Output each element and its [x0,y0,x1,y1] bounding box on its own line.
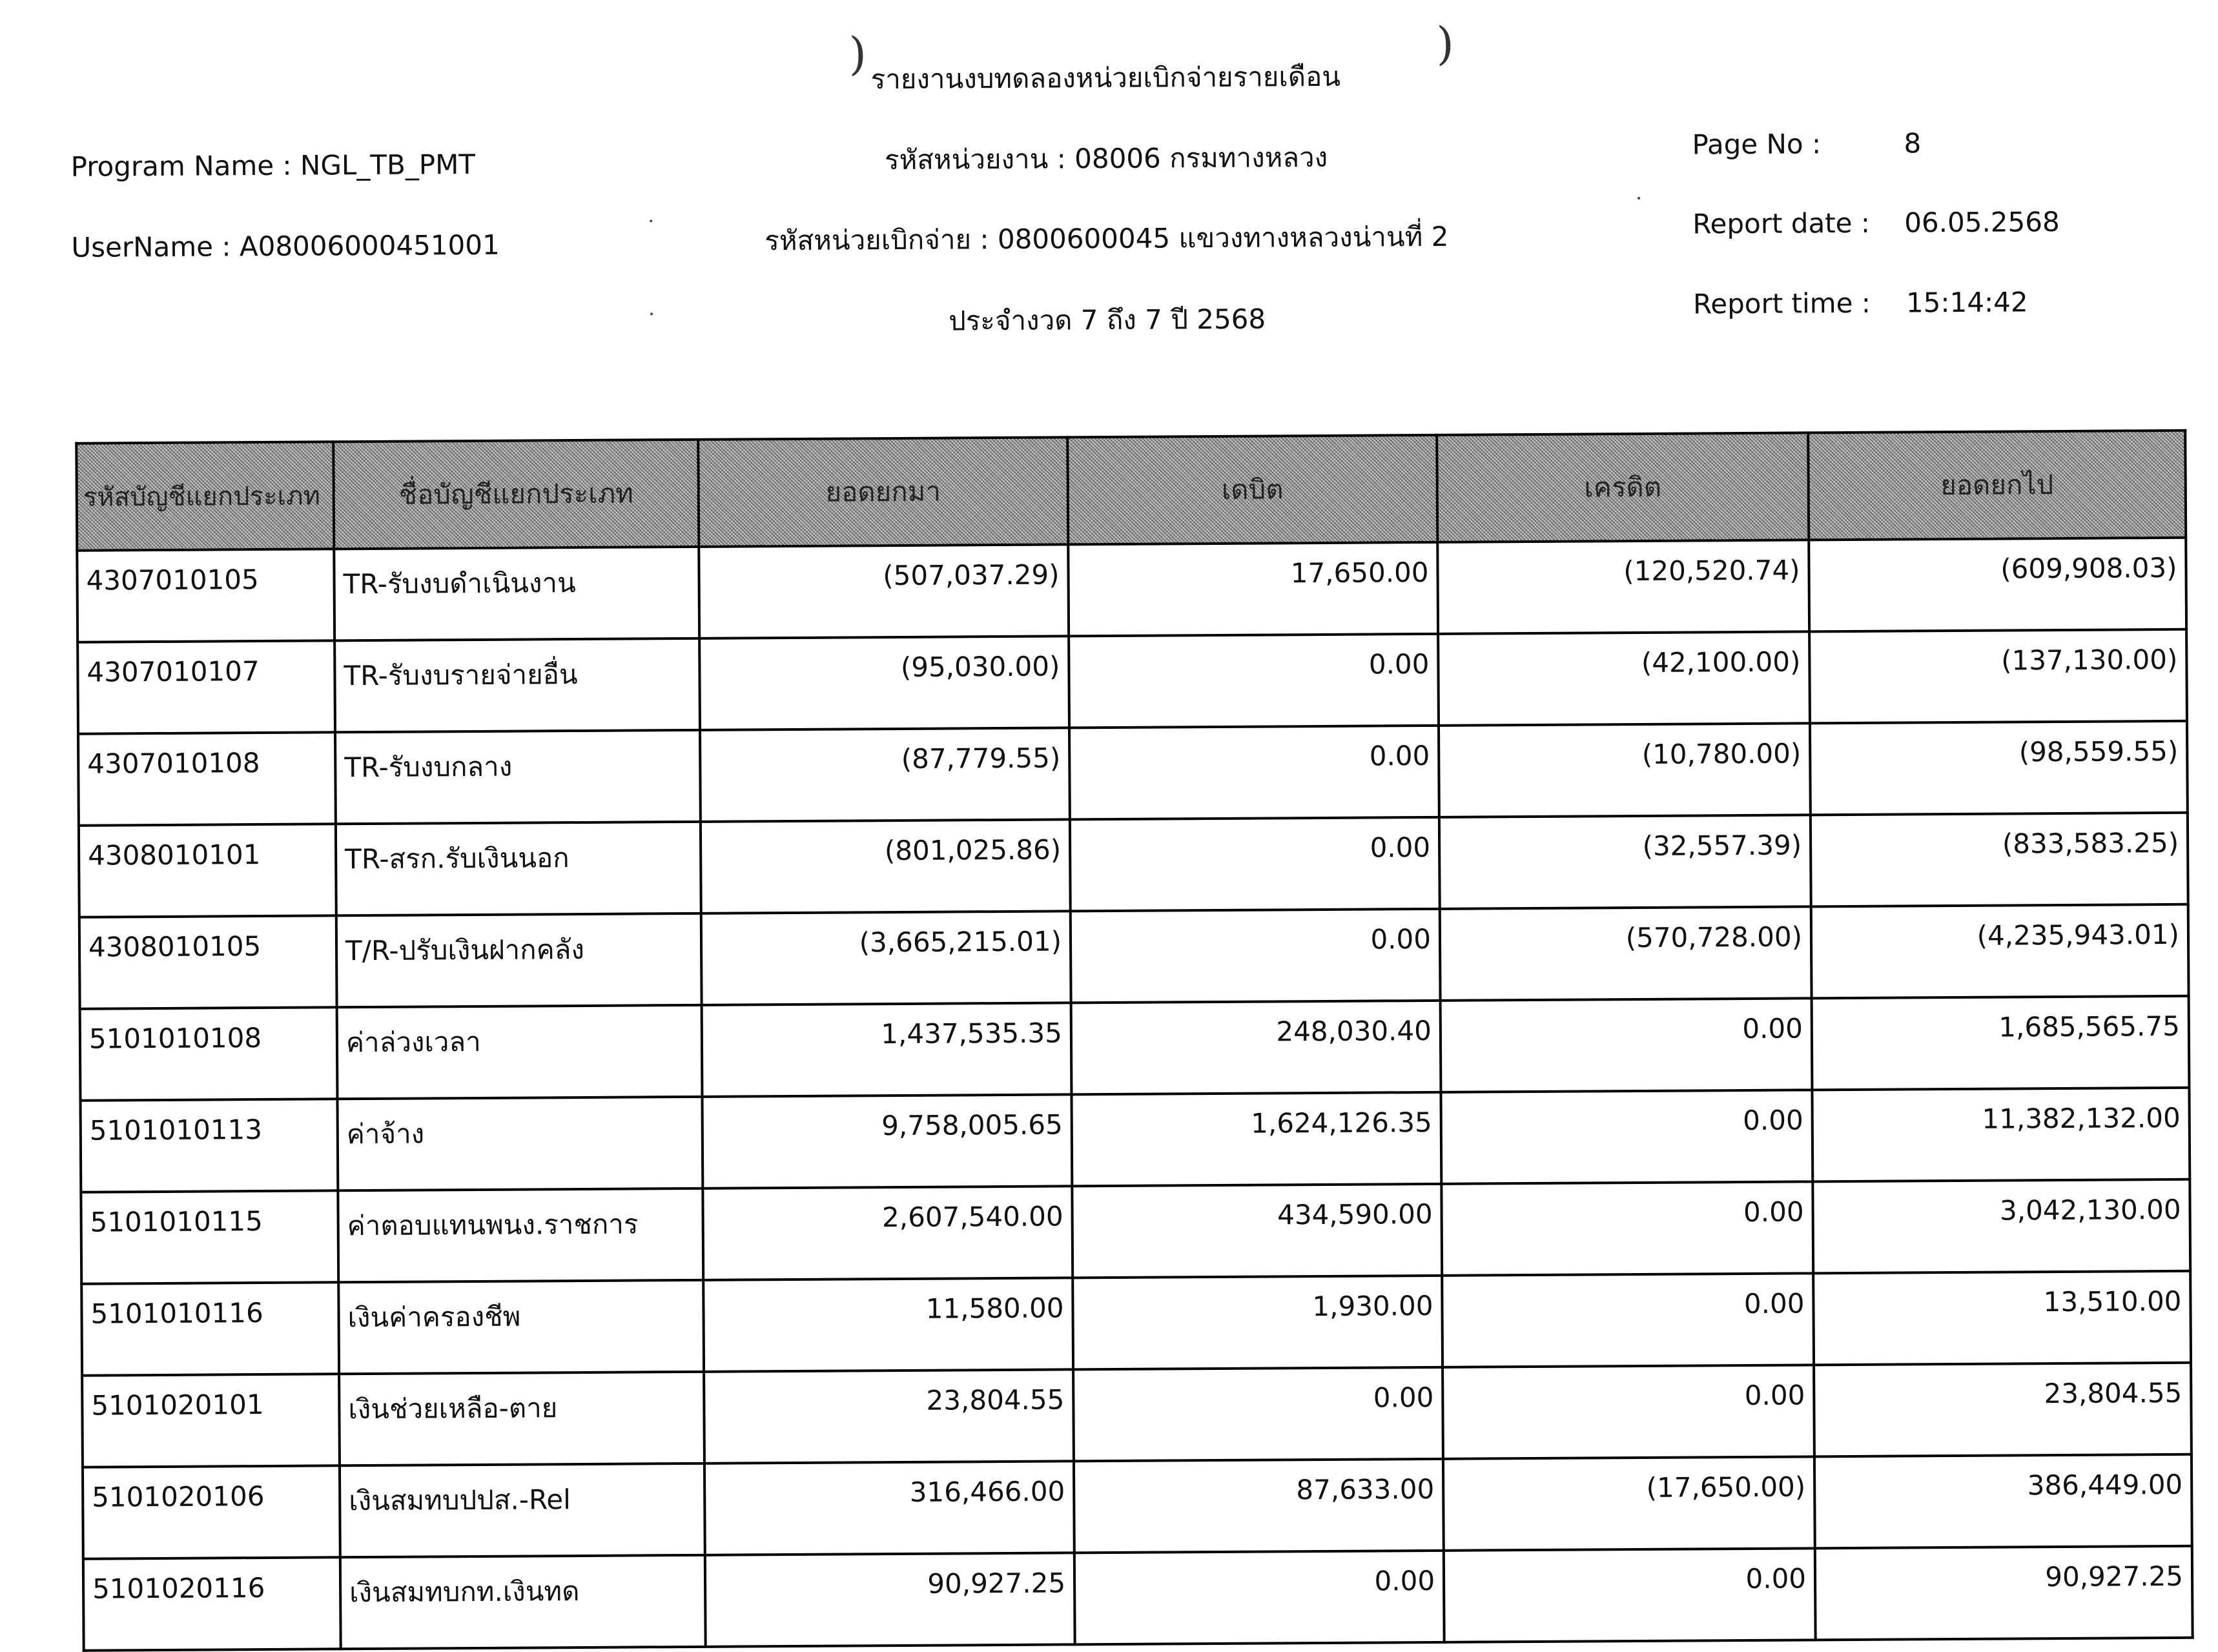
col-header-brought-forward: ยอดยกมา [698,437,1068,546]
table-body [77,538,2192,1651]
table-row [77,629,2187,734]
brought-forward-cell: 9,758,005.65 [702,1094,1072,1188]
account-code-cell: 4308010101 [79,824,336,917]
carried-forward-cell: 23,804.55 [1814,1363,2192,1457]
carried-forward-cell: (609,908.03) [1809,538,2186,632]
account-name-cell: TR-รับงบกลาง [335,730,701,824]
credit-cell: (32,557.39) [1439,815,1811,909]
credit-cell: (17,650.00) [1443,1456,1815,1551]
carried-forward-cell: 13,510.00 [1813,1271,2191,1365]
account-code-cell: 4307010105 [77,549,334,642]
scan-speck [650,312,653,315]
credit-cell: 0.00 [1443,1365,1814,1459]
brought-forward-cell: (95,030.00) [699,636,1069,729]
account-name-cell: TR-สรก.รับเงินนอก [336,822,701,915]
brought-forward-cell: 90,927.25 [705,1553,1075,1646]
page-no-value: 8 [1904,127,1922,159]
carried-forward-cell: (833,583.25) [1811,813,2188,907]
debit-cell: 1,624,126.35 [1071,1092,1441,1186]
debit-cell: 17,650.00 [1068,542,1438,636]
debit-cell: 434,590.00 [1072,1184,1442,1278]
account-code-cell: 5101010115 [81,1190,338,1283]
debit-cell: 0.00 [1073,1367,1443,1461]
brought-forward-cell: (3,665,215.01) [701,911,1071,1004]
brought-forward-cell: 1,437,535.35 [702,1003,1072,1096]
report-date-label: Report date : [1692,207,1871,240]
scan-bracket-right: ) [1436,17,1455,70]
scan-speck [1638,197,1640,199]
disbursing-unit-line: รหัสหน่วยเบิกจ่าย : 0800600045 แขวงทางหลวงน่านที่ 2 [765,220,1449,257]
account-name-cell: เงินช่วยเหลือ-ตาย [339,1372,704,1465]
account-code-cell: 5101020106 [83,1465,340,1558]
report-date-value: 06.05.2568 [1904,205,2060,239]
credit-cell: (42,100.00) [1438,631,1810,726]
table-row [80,1088,2190,1192]
credit-cell: (10,780.00) [1439,723,1811,817]
scan-speck [650,219,652,222]
carried-forward-cell: (98,559.55) [1810,721,2188,815]
brought-forward-cell: 23,804.55 [704,1369,1074,1463]
credit-cell: 0.00 [1441,998,1812,1092]
scan-bracket-left: ) [848,27,867,81]
table-row [79,904,2189,1009]
carried-forward-cell: 1,685,565.75 [1812,996,2190,1090]
account-code-cell: 5101020101 [82,1374,340,1467]
account-code-cell: 4307010107 [77,640,335,733]
col-header-account-name: ชื่อบัญชีแยกประเภท [333,440,699,549]
account-name-cell: TR-รับงบรายจ่ายอื่น [334,638,700,732]
brought-forward-cell: 316,466.00 [704,1461,1074,1555]
account-name-cell: ค่าล่วงเวลา [337,1005,703,1099]
col-header-debit: เดบิต [1067,435,1437,544]
program-name: Program Name : NGL_TB_PMT [70,148,476,183]
report-time-value: 15:14:42 [1905,286,2028,319]
carried-forward-cell: (137,130.00) [1809,629,2187,724]
account-name-cell: เงินสมทบกท.เงินทด [340,1555,706,1649]
brought-forward-cell: 11,580.00 [703,1278,1073,1371]
page-no-label: Page No : [1692,128,1822,161]
carried-forward-cell: (4,235,943.01) [1811,904,2189,999]
debit-cell: 0.00 [1069,634,1439,728]
account-code-cell: 4307010108 [78,732,336,825]
trial-balance-table [75,429,2193,1652]
debit-cell: 248,030.40 [1071,1001,1441,1094]
report-time-label: Report time : [1692,287,1871,320]
credit-cell: 0.00 [1441,1090,1812,1184]
account-code-cell: 5101020116 [83,1557,341,1650]
table-row [81,1179,2190,1284]
brought-forward-cell: (87,779.55) [700,728,1070,821]
table-row [78,721,2188,826]
account-name-cell: TR-รับงบดำเนินงาน [334,547,699,640]
debit-cell: 0.00 [1070,817,1440,911]
brought-forward-cell: (801,025.86) [701,819,1071,913]
account-name-cell: T/R-ปรับเงินฝากคลัง [336,913,702,1007]
report-title: รายงานงบทดลองหน่วยเบิกจ่ายรายเดือน [870,60,1341,96]
brought-forward-cell: (507,037.29) [699,544,1069,638]
carried-forward-cell: 90,927.25 [1815,1546,2193,1640]
account-name-cell: ค่าตอบแทนพนง.ราชการ [338,1188,703,1282]
table-row [82,1363,2192,1467]
account-name-cell: ค่าจ้าง [337,1097,703,1190]
user-name: UserName : A08006000451001 [71,229,500,263]
credit-cell: 0.00 [1441,1181,1813,1276]
table-row [83,1546,2193,1651]
table-row [81,1271,2191,1376]
table-row [79,813,2188,917]
carried-forward-cell: 11,382,132.00 [1812,1088,2190,1182]
carried-forward-cell: 3,042,130.00 [1812,1179,2190,1274]
debit-cell: 0.00 [1074,1551,1444,1644]
debit-cell: 87,633.00 [1074,1459,1444,1553]
col-header-carried-forward: ยอดยกไป [1808,431,2186,540]
table-row [80,996,2190,1101]
credit-cell: (120,520.74) [1437,540,1809,634]
table-row [77,538,2186,642]
credit-cell: (570,728.00) [1440,906,1812,1001]
debit-cell: 0.00 [1069,726,1439,819]
agency-line: รหัสหน่วยงาน : 08006 กรมทางหลวง [884,141,1328,176]
credit-cell: 0.00 [1442,1273,1814,1367]
account-code-cell: 5101010108 [80,1007,338,1100]
credit-cell: 0.00 [1444,1548,1816,1642]
account-code-cell: 5101010113 [80,1099,338,1192]
account-name-cell: เงินค่าครองชีพ [338,1280,704,1374]
col-header-account-code: รหัสบัญชีแยกประเภท [76,442,334,550]
col-header-credit: เครดิต [1437,433,1809,542]
account-code-cell: 4308010105 [79,915,337,1008]
table-header-row [76,431,2186,551]
debit-cell: 0.00 [1071,909,1441,1003]
brought-forward-cell: 2,607,540.00 [703,1186,1073,1280]
period-line: ประจำงวด 7 ถึง 7 ปี 2568 [948,303,1266,337]
account-name-cell: เงินสมทบปปส.-Rel [340,1463,705,1557]
table-row [83,1454,2192,1559]
account-code-cell: 5101010116 [81,1282,339,1375]
carried-forward-cell: 386,449.00 [1814,1454,2192,1549]
debit-cell: 1,930.00 [1073,1276,1443,1369]
